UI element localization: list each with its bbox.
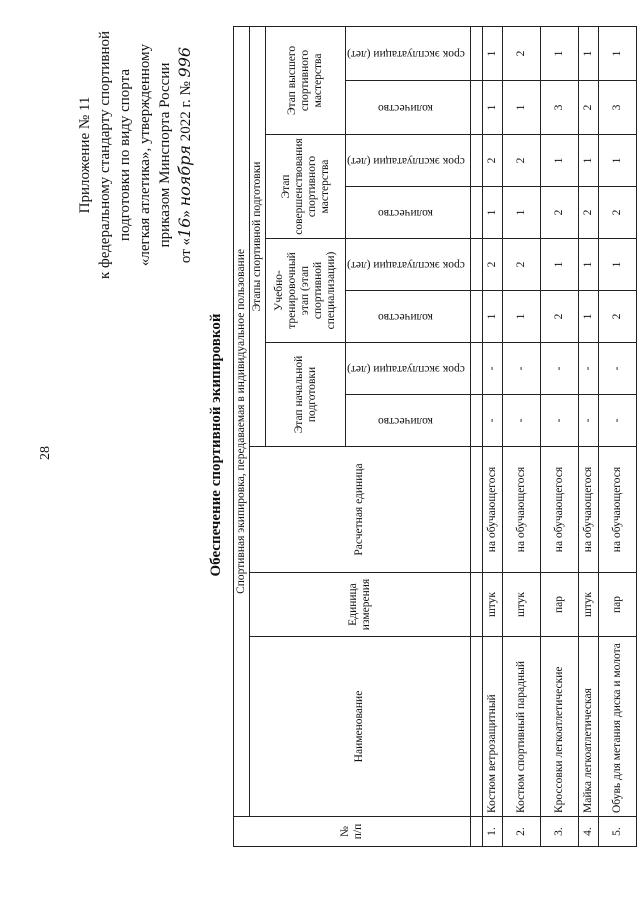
header-line: приказом Минспорта России xyxy=(157,62,173,248)
header-line: к федеральному стандарту спортивной xyxy=(97,30,113,280)
appendix-number: Приложение № 11 xyxy=(77,96,93,214)
subheader-term: срок эксплуатации (лет) xyxy=(346,343,471,395)
table-row: 5. Обувь для метания диска и молота пар на обучающегося - - 2 1 2 1 3 1 xyxy=(598,26,636,846)
header-line: подготовки по виду спорта xyxy=(117,69,133,241)
col-header-unit: Единица измерения xyxy=(250,573,471,637)
document-title: Обеспечение спортивной экипировкой xyxy=(208,313,224,577)
col-header-calc-unit: Расчетная единица xyxy=(250,447,471,573)
table-row: 4. Майка легкоатлетическая штук на обучающегося - - 1 1 2 1 2 1 xyxy=(578,26,598,846)
handwritten-day: 16 xyxy=(175,217,194,238)
group-header: Спортивная экипировка, передаваемая в индивидуальное пользование xyxy=(234,26,250,816)
subheader-term: срок эксплуатации (лет) xyxy=(346,26,471,80)
stage-header: Этап совершенствования спортивного мастерства xyxy=(266,135,346,239)
handwritten-order-number: 996 xyxy=(175,46,194,78)
subheader-term: срок эксплуатации (лет) xyxy=(346,239,471,291)
header-line: «легкая атлетика», утвержденному xyxy=(137,43,153,267)
header-spacer-row xyxy=(470,26,482,846)
table-row: 1. Костюм ветрозащитный штук на обучающегося - - 1 2 1 2 1 1 xyxy=(482,26,502,846)
appendix-header xyxy=(75,5,196,305)
order-date-line: от «16» ноября 2022 г. № 996 xyxy=(175,46,194,264)
page-number: 28 xyxy=(38,446,53,460)
stages-header: Этапы спортивной подготовки xyxy=(250,26,266,446)
table-row: 3. Кроссовки легкоатлетические пар на обучающегося - - 2 1 2 1 3 1 xyxy=(540,26,578,846)
stage-header: Этап высшего спортивного мастерства xyxy=(266,26,346,134)
col-header-name: Наименование xyxy=(250,637,471,817)
subheader-quantity: количество xyxy=(346,291,471,343)
subheader-quantity: количество xyxy=(346,81,471,135)
col-header-number: № п/п xyxy=(234,817,471,847)
table-row: 2. Костюм спортивный парадный штук на обучающегося - - 1 2 1 2 1 2 xyxy=(502,26,540,846)
subheader-quantity: количество xyxy=(346,187,471,239)
stage-header: Этап начальной подготовки xyxy=(266,343,346,447)
handwritten-month: ноября xyxy=(175,145,194,207)
subheader-quantity: количество xyxy=(346,395,471,447)
stage-header: Учебно-тренировочный этап (этап спортивной специализации) xyxy=(266,239,346,343)
subheader-term: срок эксплуатации (лет) xyxy=(346,135,471,187)
equipment-table xyxy=(233,26,637,847)
